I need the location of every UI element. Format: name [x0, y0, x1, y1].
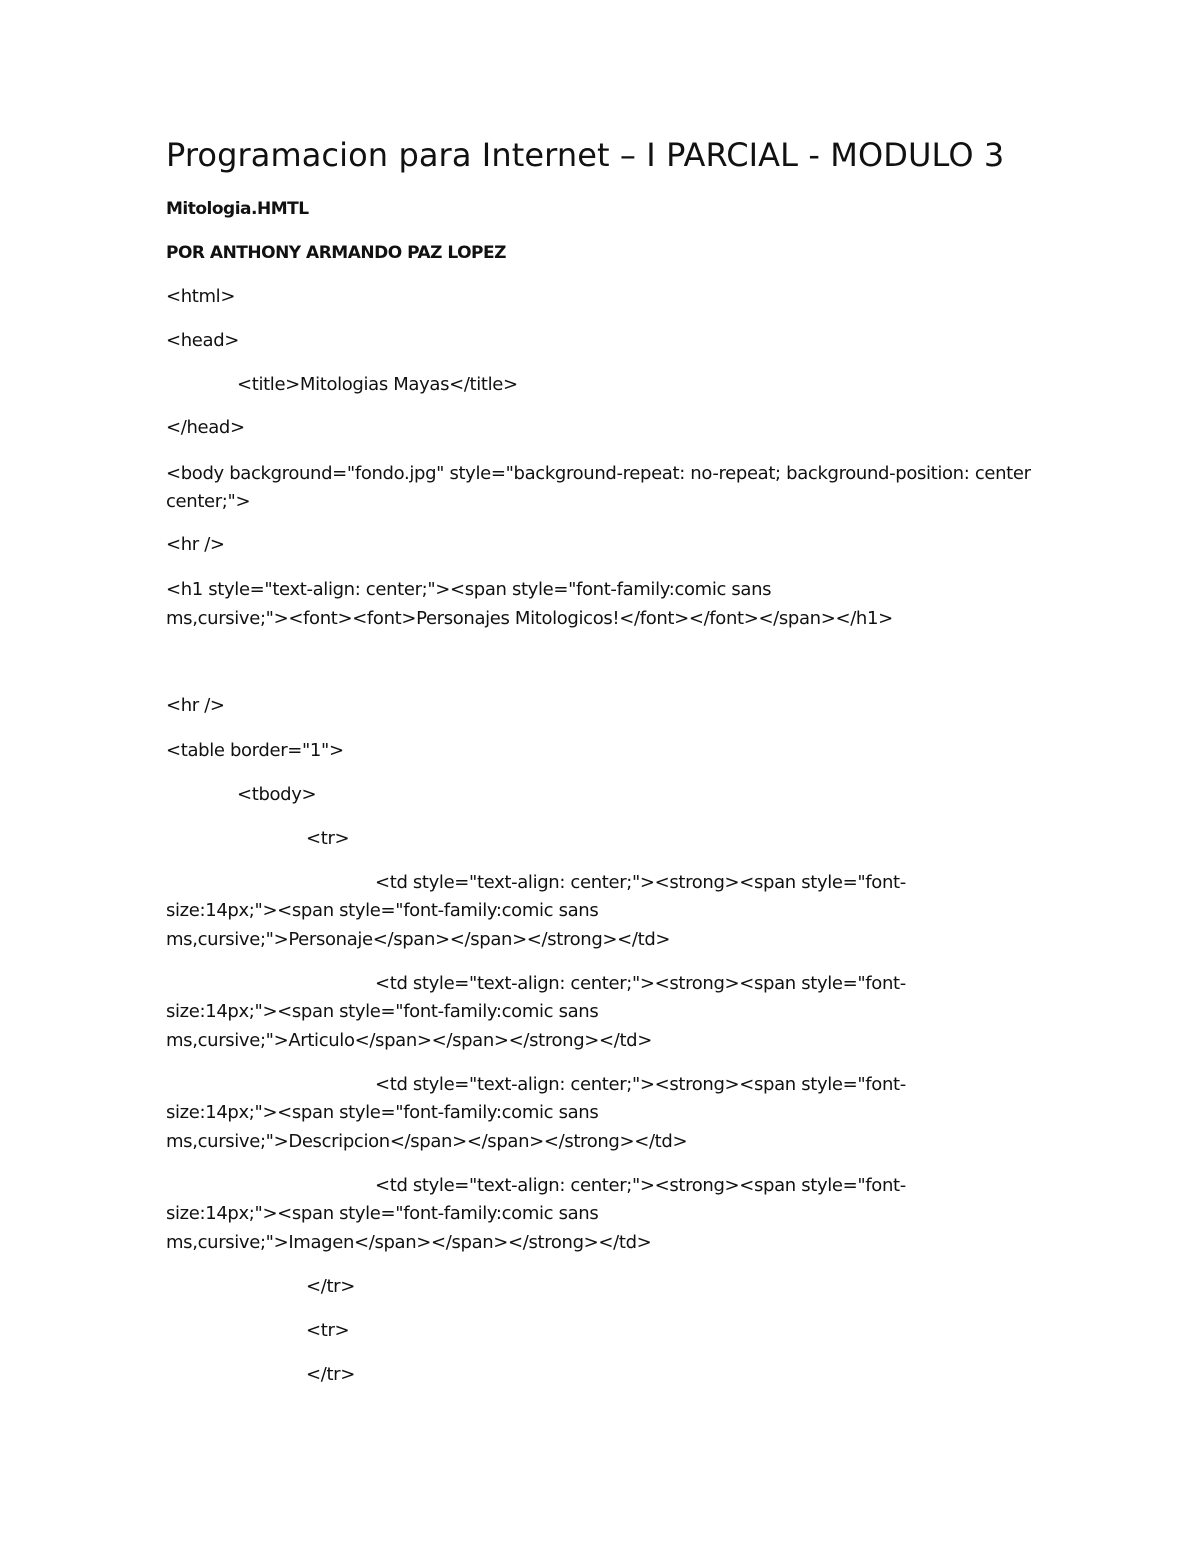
code-line: <tr> [306, 1320, 350, 1341]
code-line: </tr> [306, 1276, 355, 1297]
code-line: <tr> [306, 828, 350, 849]
code-line: ms,cursive;">Personaje</span></span></strong></td> [166, 929, 671, 950]
document-title: Programacion para Internet – I PARCIAL - MODULO 3 [166, 136, 1005, 174]
code-line: <td style="text-align: center;"><strong><span style="font- [375, 1175, 906, 1196]
code-line: <td style="text-align: center;"><strong><span style="font- [375, 872, 906, 893]
code-line: </head> [166, 417, 245, 438]
code-line: <h1 style="text-align: center;"><span style="font-family:comic sans [166, 579, 772, 600]
code-line: size:14px;"><span style="font-family:comic sans [166, 1001, 599, 1022]
author-heading: POR ANTHONY ARMANDO PAZ LOPEZ [166, 243, 506, 263]
code-line: <table border="1"> [166, 740, 344, 761]
code-line: size:14px;"><span style="font-family:comic sans [166, 1203, 599, 1224]
code-line: <body background="fondo.jpg" style="background-repeat: no-repeat; background-position: center [166, 463, 1031, 484]
code-line: ms,cursive;">Imagen</span></span></strong></td> [166, 1232, 652, 1253]
code-line: <hr /> [166, 695, 225, 716]
code-line: center;"> [166, 491, 251, 512]
code-line: ms,cursive;">Articulo</span></span></strong></td> [166, 1030, 652, 1051]
code-line: <tbody> [237, 784, 317, 805]
code-line: <hr /> [166, 534, 225, 555]
code-line: </tr> [306, 1364, 355, 1385]
code-line: <td style="text-align: center;"><strong><span style="font- [375, 1074, 906, 1095]
code-line: <head> [166, 330, 240, 351]
code-line: <html> [166, 286, 236, 307]
file-name-heading: Mitologia.HMTL [166, 199, 309, 219]
code-line: <title>Mitologias Mayas</title> [237, 374, 518, 395]
code-line: ms,cursive;">Descripcion</span></span></strong></td> [166, 1131, 688, 1152]
code-line: ms,cursive;"><font><font>Personajes Mitologicos!</font></font></span></h1> [166, 608, 893, 629]
code-line: size:14px;"><span style="font-family:comic sans [166, 900, 599, 921]
code-line: size:14px;"><span style="font-family:comic sans [166, 1102, 599, 1123]
code-line: <td style="text-align: center;"><strong><span style="font- [375, 973, 906, 994]
